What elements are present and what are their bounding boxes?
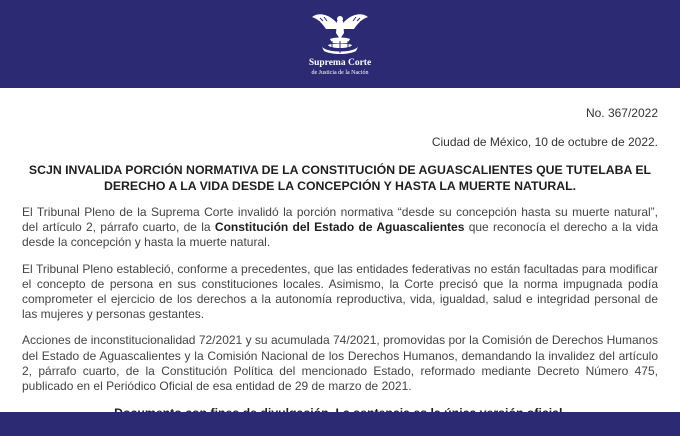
footer-band (0, 412, 680, 436)
paragraph-1-start: El Tribunal Pleno de la Suprema Corte invalidó la porción normativa “desde su concepción hasta su muerte natural”, del artículo 2, párrafo cuarto, de la (22, 205, 658, 235)
title-line-1: SCJN INVALIDA PORCIÓN NORMATIVA DE LA CONSTITUCIÓN DE AGUASCALIENTES QUE TUTELABA EL (28, 163, 652, 177)
paragraph-1-bold: Constitución del Estado de Aguascalientes (214, 220, 465, 235)
logo-subtitle: de Justicia de la Nación (311, 70, 369, 76)
paragraph-1 (22, 205, 658, 251)
paragraph-1-end: que reconocía el derecho a la vida desde la concepción y hasta la muerte natural. (22, 220, 658, 250)
document-body (22, 103, 658, 421)
eagle-emblem-icon (308, 7, 372, 57)
paragraph-3: Acciones de inconstitucionalidad 72/2021 y su acumulada 74/2021, promovidas por la Comisión de Derechos Humanos del Estado de Aguascalientes y la Comisión Nacional de los Derechos Humanos, demandando la invalidez del artículo 2, párrafo cuarto, de la Constitución Política del mencionado Estado, reformado mediante Decreto Número 475, publicado en el Periódico Oficial de esa entidad de 29 de marzo de 2021. (22, 333, 658, 394)
title-line-2: DERECHO A LA VIDA DESDE LA CONCEPCIÓN Y HASTA LA MUERTE NATURAL. (103, 179, 577, 193)
document-date: Ciudad de México, 10 de octubre de 2022. (431, 135, 658, 149)
header-band (0, 0, 680, 88)
scjn-logo (300, 7, 380, 85)
document-number: No. 367/2022 (585, 106, 658, 120)
document-title (22, 162, 658, 194)
paragraph-2: El Tribunal Pleno estableció, conforme a precedentes, que las entidades federativas no están facultadas para modificar el concepto de persona en sus constituciones locales. Asimismo, la Corte precisó que la norma impugnada podía comprometer el ejercicio de los derechos a la autonomía reproductiva, vida, igualdad, salud e integridad personal de las mujeres y personas gestantes. (22, 261, 658, 322)
logo-name: Suprema Corte (308, 58, 372, 68)
